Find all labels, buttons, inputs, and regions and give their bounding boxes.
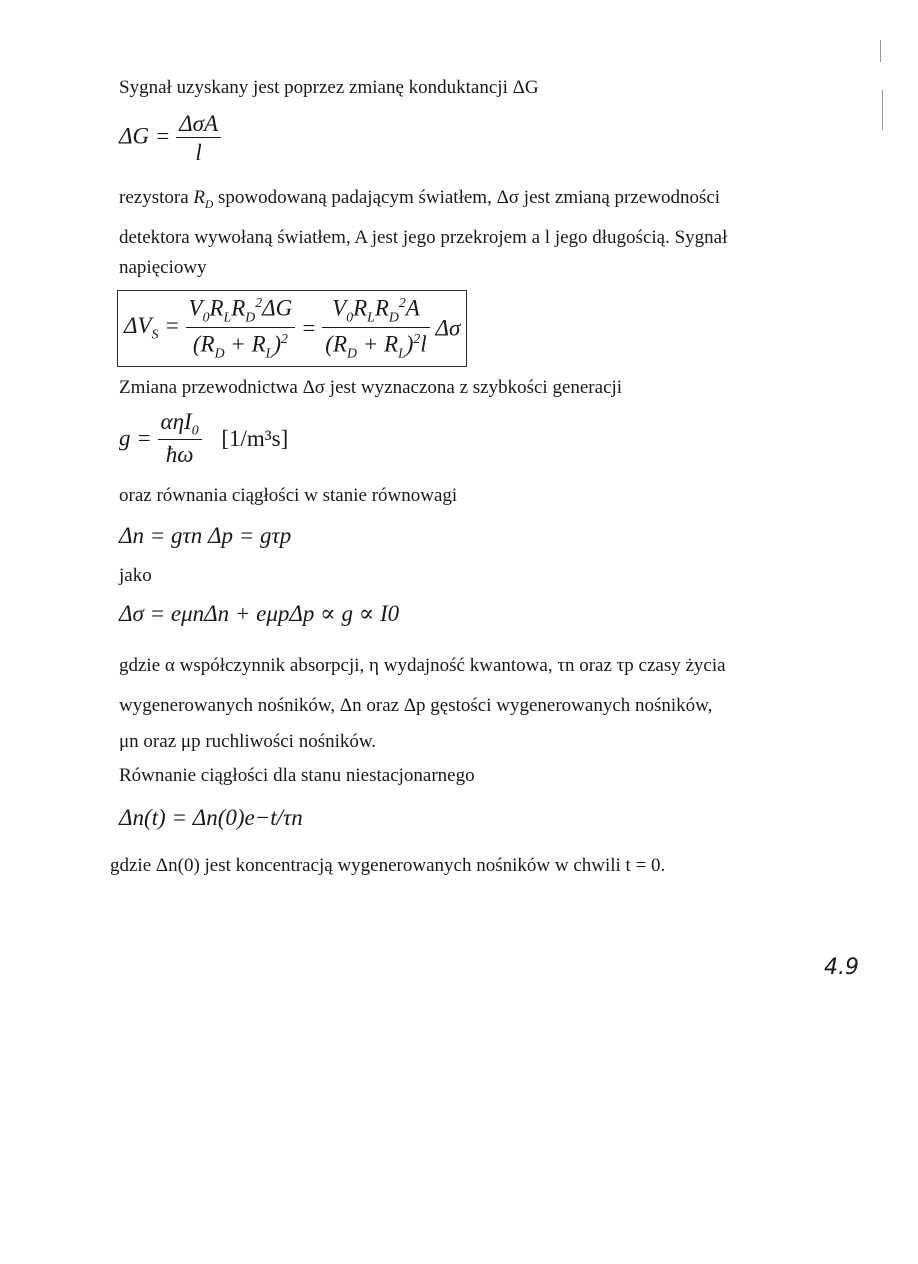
text-line-6: oraz równania ciągłości w stanie równowagi <box>119 485 458 506</box>
scan-mark <box>880 40 881 62</box>
text-line-7: jako <box>119 565 152 586</box>
text-line-2 <box>119 188 720 211</box>
eq1-numerator: ΔσA <box>176 112 221 138</box>
equation-conductivity-change: Δσ = eμnΔn + eμpΔp ∝ g ∝ I0 <box>119 601 400 626</box>
text-line-3: detektora wywołaną światłem, A jest jego przekrojem a l jego długością. Sygnał <box>119 227 728 248</box>
equation-nonstationary: Δn(t) = Δn(0)e−t/τn <box>119 805 303 830</box>
equation-steady-state: Δn = gτn Δp = gτp <box>119 523 292 548</box>
equation-generation-rate: g = $\frac{\alpha\eta I_0}{ħ\omega}$ [1/m³s] <box>119 409 289 468</box>
eq2-fraction-2: $\frac{V_0R_LR_D^2A}{(R_D + R_L)^2l}$ <box>322 295 429 362</box>
eq1-denominator: l <box>195 140 202 165</box>
equation-conductance <box>119 112 221 164</box>
text-line-9: wygenerowanych nośników, Δn oraz Δp gęstości wygenerowanych nośników, <box>119 695 713 716</box>
text-line-5: Zmiana przewodnictwa Δσ jest wyznaczona z szybkości generacji <box>119 377 623 398</box>
text-line-2-part-a: rezystora <box>119 187 194 208</box>
eq2-fraction-1: $\frac{V_0R_LR_D^2\Delta G}{(R_D + R_L)^2}$ <box>186 295 296 362</box>
text-line-1: Sygnał uzyskany jest poprzez zmianę konduktancji ΔG <box>119 77 539 98</box>
text-line-2-part-b: spowodowaną padającym światłem, Δσ jest zmianą przewodności <box>213 187 721 208</box>
eq1-lhs: ΔG = <box>119 123 171 149</box>
text-line-8: gdzie α współczynnik absorpcji, η wydajność kwantowa, τn oraz τp czasy życia <box>119 655 726 676</box>
text-line-4: napięciowy <box>119 257 207 278</box>
page-number: 4.9 <box>824 955 859 980</box>
eq1-fraction <box>176 112 221 164</box>
text-line-10: μn oraz μp ruchliwości nośników. <box>119 731 377 752</box>
boxed-equation-voltage-signal: $\Delta V_S$ = $\frac{V_0R_LR_D^2\Delta G}{(R_D + R_L)^2}$ = $\frac{V_0R_LR_D^2A}{(R_D + R_L)^2l}$ Δσ <box>117 290 467 367</box>
eq3-units: [1/m³s] <box>221 425 289 451</box>
text-line-11: Równanie ciągłości dla stanu niestacjonarnego <box>119 765 475 786</box>
symbol-rd: $R_D$ <box>193 187 214 211</box>
eq3-fraction: $\frac{\alpha\eta I_0}{ħ\omega}$ <box>158 410 202 466</box>
scan-mark <box>882 90 883 130</box>
text-line-12: gdzie Δn(0) jest koncentracją wygenerowanych nośników w chwili t = 0. <box>110 855 666 876</box>
